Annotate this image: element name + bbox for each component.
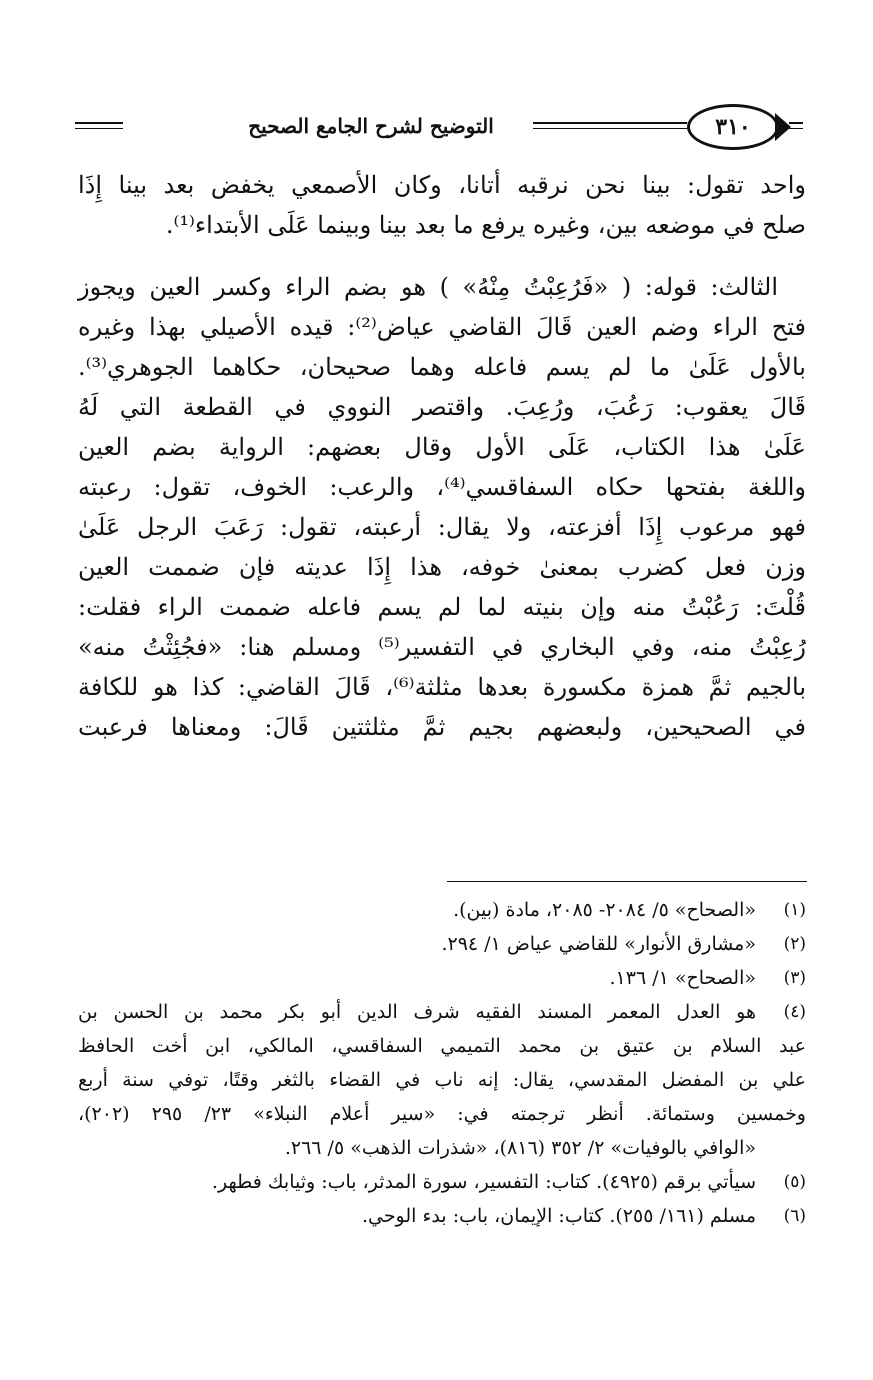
footnote-line: مسلم (١٦١/ ٢٥٥). كتاب: الإيمان، باب: بدء الوحي. bbox=[361, 1205, 756, 1227]
footnote-number: (٣) bbox=[783, 968, 806, 988]
text-line: صلح في موضعه بين، وغيره يرفع ما بعد بينا وبينما عَلَى الأبتداء⁽¹⁾. bbox=[165, 211, 806, 239]
text-line: في الصحيحين، ولبعضهم بجيم ثمَّ مثلثتين قَالَ: ومعناها فرعبت bbox=[78, 713, 806, 741]
header-rule-middle-thin bbox=[533, 128, 687, 129]
text-line: فهو مرعوب إِذَا أفزعته، ولا يقال: أرعبته، تقول: رَعَبَ الرجل عَلَىٰ bbox=[78, 513, 806, 541]
footnote-line: وخمسين وستمائة. أنظر ترجمته في: «سير أعلام النبلاء» ٢٣/ ٢٩٥ (٢٠٢)، bbox=[78, 1103, 806, 1125]
paragraph bbox=[78, 267, 806, 747]
footnote bbox=[78, 995, 806, 1165]
footnote-number: (١) bbox=[783, 900, 806, 920]
footnote bbox=[78, 1165, 806, 1199]
text-line: الثالث: قوله: ( «فَرُعِبْتُ مِنْهُ» ) هو بضم الراء وكسر العين ويجوز bbox=[78, 273, 778, 301]
text-line: قُلْتَ: رَعُبْتُ منه وإن بنيته لما لم يسم فاعله ضممت الراء فقلت: bbox=[78, 593, 806, 621]
text-line: بالجيم ثمَّ همزة مكسورة بعدها مثلثة⁽⁶⁾، قَالَ القاضي: كذا هو للكافة bbox=[78, 673, 806, 701]
running-title: التوضيح لشرح الجامع الصحيح bbox=[248, 114, 494, 138]
header-rule-right-thin bbox=[789, 128, 803, 129]
footnote bbox=[78, 893, 806, 927]
text-line: رُعِبْتُ منه، وفي البخاري في التفسير⁽⁵⁾ ومسلم هنا: «فجُئِثْتُ منه» bbox=[78, 633, 807, 661]
header-rule-left bbox=[75, 122, 123, 124]
footnote-line: «الوافي بالوفيات» ٢/ ٣٥٢ (٨١٦)، «شذرات الذهب» ٥/ ٢٦٦. bbox=[284, 1137, 756, 1159]
header-rule-middle bbox=[533, 122, 687, 124]
footnote bbox=[78, 1199, 806, 1233]
footnote-line: «الصحاح» ١/ ١٣٦. bbox=[609, 967, 756, 989]
text-line: واحد تقول: بينا نحن نرقبه أتانا، وكان الأصمعي يخفض بعد بينا إِذَا bbox=[78, 171, 806, 199]
arrow-ornament-icon bbox=[775, 113, 791, 141]
footnote-line: هو العدل المعمر المسند الفقيه شرف الدين أبو بكر محمد بن الحسن بن bbox=[78, 1001, 756, 1023]
page-number-oval bbox=[687, 104, 779, 150]
text-line: بالأول عَلَىٰ ما لم يسم فاعله وهما صحيحان، حكاهما الجوهري⁽³⁾. bbox=[78, 353, 806, 381]
footnote bbox=[78, 927, 806, 961]
text-line: فتح الراء وضم العين قَالَ القاضي عياض⁽²⁾: قيده الأصيلي بهذا وغيره bbox=[78, 313, 806, 341]
footnote-line: عبد السلام بن عتيق بن محمد التميمي السفاقسي، المالكي، ابن أخت الحافظ bbox=[78, 1035, 806, 1057]
footnote bbox=[78, 961, 806, 995]
text-line: واللغة بفتحها حكاه السفاقسي⁽⁴⁾، والرعب: الخوف، تقول: رعبته bbox=[78, 473, 806, 501]
paragraph bbox=[78, 165, 806, 245]
page-number: ٣١٠ bbox=[715, 114, 751, 140]
footnote-number: (٦) bbox=[783, 1206, 806, 1226]
text-line: وزن فعل كضرب بمعنىٰ خوفه، هذا إِذَا عديته فإن ضممت العين bbox=[78, 553, 806, 581]
header-rule-left-thin bbox=[75, 128, 123, 129]
footnote-line: «الصحاح» ٥/ ٢٠٨٤- ٢٠٨٥، مادة (بين). bbox=[453, 899, 756, 921]
header-rule-right bbox=[789, 122, 803, 124]
footnote-number: (٢) bbox=[783, 934, 806, 954]
footnote-line: علي بن المفضل المقدسي، يقال: إنه ناب في القضاء بالثغر وقتًا، توفي سنة أربع bbox=[78, 1069, 806, 1091]
main-text bbox=[78, 165, 806, 747]
footnote-number: (٤) bbox=[783, 1002, 806, 1022]
page-header bbox=[75, 98, 803, 158]
footnotes bbox=[78, 893, 806, 1233]
footnote-number: (٥) bbox=[783, 1172, 806, 1192]
footnote-separator bbox=[447, 881, 807, 882]
text-line: عَلَىٰ هذا الكتاب، عَلَى الأول وقال بعضهم: الرواية بضم العين bbox=[78, 433, 806, 461]
footnote-line: «مشارق الأنوار» للقاضي عياض ١/ ٢٩٤. bbox=[441, 933, 756, 955]
text-line: قَالَ يعقوب: رَعُبَ، ورُعِبَ. واقتصر النووي في القطعة التي لَهُ bbox=[78, 393, 806, 421]
footnote-line: سيأتي برقم (٤٩٢٥). كتاب: التفسير، سورة المدثر، باب: وثيابك فطهر. bbox=[211, 1171, 756, 1193]
